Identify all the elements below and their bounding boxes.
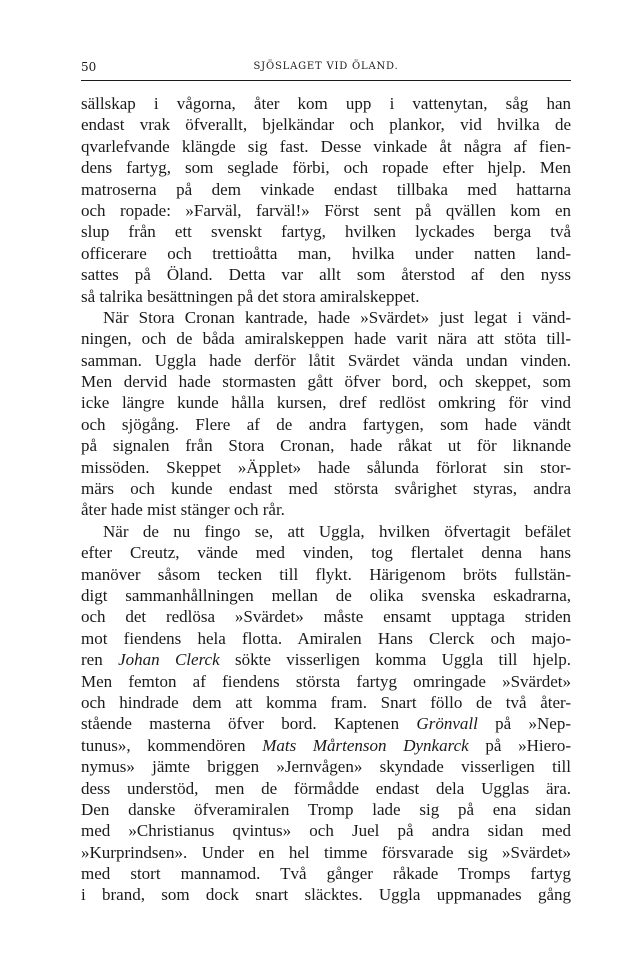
text-line: efter Creutz, vände med vinden, tog flertalet denna hans	[81, 543, 571, 563]
text-line: Men dervid hade stormasten gått öfver bord, och skeppet, som	[81, 372, 571, 392]
text-segment: tunus», kommendören	[81, 735, 263, 755]
text-line: Men femton af fiendens största fartyg omringade »Svärdet»	[81, 671, 571, 691]
text-line: matroserna på dem vinkade endast tillbaka med hattarna	[81, 179, 571, 199]
text-line: När de nu fingo se, att Uggla, hvilken öfvertagit befälet	[103, 521, 571, 541]
text-line: och sjögång. Flere af de andra fartygen, som hade vändt	[81, 414, 571, 434]
italic-name: Grönvall	[416, 714, 478, 734]
text-line: och ropade: »Farväl, farväl!» Först sent på qvällen kom en	[81, 200, 571, 220]
text-line: digt sammanhållningen mellan de olika svenska eskadrarna,	[81, 585, 571, 605]
book-page	[81, 58, 571, 906]
text-line: och det redlösa »Svärdet» måste ensamt upptaga striden	[81, 607, 571, 627]
running-title: SJÖSLAGET VID ÖLAND.	[253, 61, 399, 72]
text-line: När Stora Cronan kantrade, hade »Svärdet» just legat i vänd-	[103, 307, 571, 327]
text-line: på signalen från Stora Cronan, hade råkat ut för liknande	[81, 436, 571, 456]
text-line	[81, 649, 571, 670]
text-segment: på »Nep-	[477, 714, 572, 734]
body-text	[81, 93, 571, 906]
italic-name: Mats Mårtenson Dynkarck	[262, 735, 469, 755]
text-line: nymus» jämte briggen »Jernvågen» skyndade visserligen till	[81, 757, 571, 777]
text-line: icke längre kunde hålla kursen, dref redlöst omkring för vind	[81, 393, 571, 413]
text-line: dess understöd, men de förmådde endast dela Ugglas ära.	[81, 778, 571, 798]
text-line: sällskap i vågorna, åter kom upp i vattenytan, såg han	[81, 94, 571, 113]
text-line	[81, 735, 571, 756]
text-line: qvarlefvande klängde sig fast. Desse vinkade åt några af fien-	[81, 136, 571, 156]
text-line: märs och kunde endast med största svårighet styras, andra	[81, 479, 571, 499]
text-line: så talrika besättningen på det stora amiralskeppet.	[81, 286, 420, 306]
text-segment: ren	[81, 650, 119, 670]
text-segment: på »Hiero-	[468, 735, 571, 755]
text-line: »Kurprindsen». Under en hel timme försvarade sig »Svärdet»	[81, 842, 571, 862]
text-segment: stående masterna öfver bord. Kaptenen	[81, 714, 417, 734]
text-line: ningen, och de båda amiralskeppen hade varit nära att stöta till-	[81, 329, 571, 349]
text-line: i brand, som dock snart släcktes. Uggla uppmanades gång	[81, 885, 571, 905]
text-line	[81, 713, 571, 734]
text-line: Den danske öfveramiralen Tromp lade sig på ena sidan	[81, 799, 571, 819]
text-line: med »Christianus qvintus» och Juel på andra sidan med	[81, 821, 571, 841]
text-line: dens fartyg, som seglade förbi, och ropade efter hjelp. Men	[81, 158, 571, 178]
text-line: slup från ett svenskt fartyg, hvilken lyckades berga två	[81, 222, 571, 242]
page-header	[81, 58, 571, 81]
text-line: mot fiendens hela flotta. Amiralen Hans Clerck och majo-	[81, 628, 571, 648]
italic-name: Johan Clerck	[118, 650, 220, 670]
text-line: missöden. Skeppet »Äpplet» hade sålunda förlorat sin stor-	[81, 457, 571, 477]
text-line: samman. Uggla hade derför låtit Svärdet vända undan vinden.	[81, 350, 571, 370]
text-line: och hindrade dem att komma fram. Snart föllo de två åter-	[81, 692, 571, 712]
text-line: sattes på Öland. Detta var allt som återstod af den nyss	[81, 265, 571, 285]
text-line: officerare och trettioåtta man, hvilka under natten land-	[81, 243, 571, 263]
text-line: med stort mannamod. Två gånger råkade Tromps fartyg	[81, 864, 571, 884]
text-line: endast vrak öfverallt, bjelkändar och plankor, vid hvilka de	[81, 115, 571, 135]
text-line: åter hade mist stänger och rår.	[81, 500, 285, 520]
text-segment: sökte visserligen komma Uggla till hjelp.	[219, 650, 571, 670]
page-number: 50	[81, 60, 97, 74]
text-line: manöver såsom tecken till flykt. Härigenom bröts fullstän-	[81, 564, 571, 584]
